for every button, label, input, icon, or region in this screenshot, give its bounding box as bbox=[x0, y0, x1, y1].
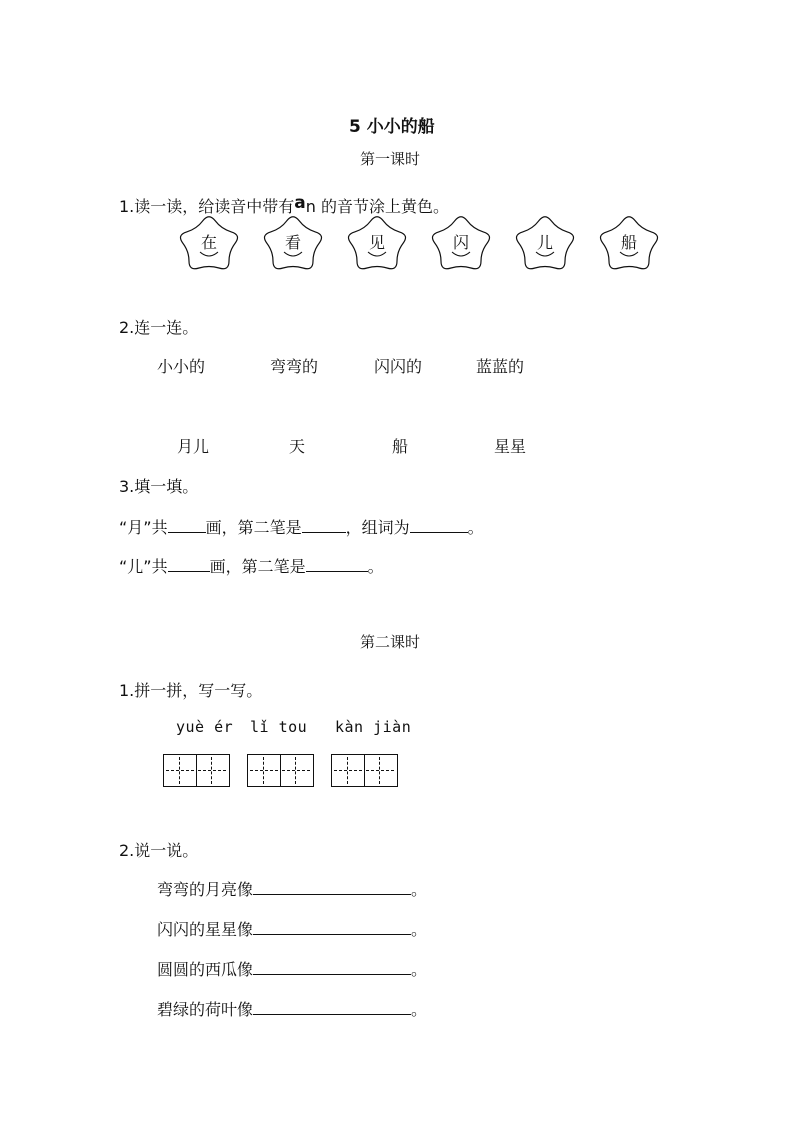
star-syllable[interactable] bbox=[426, 212, 500, 274]
grid-cell[interactable] bbox=[164, 755, 196, 786]
say-blank-4[interactable] bbox=[253, 1000, 411, 1015]
grid-cell[interactable] bbox=[280, 755, 312, 786]
star-syllable[interactable] bbox=[258, 212, 332, 274]
grid-cell[interactable] bbox=[364, 755, 396, 786]
writing-grid-1[interactable] bbox=[163, 754, 230, 787]
grid-cell[interactable] bbox=[332, 755, 364, 786]
writing-grid-3[interactable] bbox=[331, 754, 398, 787]
pinyin-2: lǐ tou bbox=[250, 718, 308, 736]
star-syllable[interactable] bbox=[594, 212, 668, 274]
grid-cell[interactable] bbox=[196, 755, 228, 786]
say-line-4: 碧绿的荷叶像 。 bbox=[157, 1000, 428, 1019]
letter-a: a bbox=[294, 193, 306, 213]
star-char: 船 bbox=[620, 233, 637, 252]
page-title: 5 小小的船 bbox=[349, 117, 435, 137]
match-top-1[interactable]: 小小的 bbox=[157, 357, 206, 376]
match-bottom-3[interactable]: 船 bbox=[392, 437, 409, 456]
blank-stroke-count-2[interactable] bbox=[168, 557, 210, 572]
lesson1-heading: 第一课时 bbox=[360, 150, 421, 168]
say-line-2: 闪闪的星星像 。 bbox=[157, 920, 428, 939]
fill-line-2: “儿”共 画，第二笔是 。 bbox=[119, 557, 384, 576]
lesson1-q3-label: 3.填一填。 bbox=[119, 477, 199, 496]
star-char: 闪 bbox=[452, 233, 469, 252]
star-char: 看 bbox=[284, 233, 301, 252]
star-syllable[interactable] bbox=[510, 212, 584, 274]
star-char: 在 bbox=[200, 233, 217, 252]
fill-line-1: “月”共 画，第二笔是 ，组词为 。 bbox=[119, 518, 484, 537]
pinyin-1: yuè ér bbox=[176, 718, 234, 736]
star-char: 儿 bbox=[536, 233, 553, 252]
blank-word[interactable] bbox=[410, 518, 468, 533]
match-bottom-4[interactable]: 星星 bbox=[494, 437, 527, 456]
grid-cell[interactable] bbox=[248, 755, 280, 786]
pinyin-3: kàn jiàn bbox=[335, 718, 412, 736]
blank-stroke-count[interactable] bbox=[168, 518, 206, 533]
match-top-3[interactable]: 闪闪的 bbox=[374, 357, 423, 376]
lesson2-q1-label: 1.拼一拼，写一写。 bbox=[119, 681, 263, 700]
say-blank-3[interactable] bbox=[253, 960, 411, 975]
match-bottom-1[interactable]: 月儿 bbox=[177, 437, 210, 456]
blank-second-stroke-2[interactable] bbox=[306, 557, 368, 572]
star-char: 见 bbox=[368, 233, 385, 252]
lesson1-q2-label: 2.连一连。 bbox=[119, 318, 199, 337]
lesson2-heading: 第二课时 bbox=[360, 633, 421, 651]
match-top-2[interactable]: 弯弯的 bbox=[270, 357, 319, 376]
say-blank-1[interactable] bbox=[253, 880, 411, 895]
writing-grid-2[interactable] bbox=[247, 754, 314, 787]
say-blank-2[interactable] bbox=[253, 920, 411, 935]
blank-second-stroke[interactable] bbox=[302, 518, 346, 533]
star-syllable[interactable] bbox=[342, 212, 416, 274]
match-bottom-2[interactable]: 天 bbox=[289, 437, 306, 456]
say-line-3: 圆圆的西瓜像 。 bbox=[157, 960, 428, 979]
match-top-4[interactable]: 蓝蓝的 bbox=[476, 357, 525, 376]
star-syllable[interactable] bbox=[174, 212, 248, 274]
say-line-1: 弯弯的月亮像 。 bbox=[157, 880, 428, 899]
lesson1-q1: 1.读一读，给读音中带有an 的音节涂上黄色。 bbox=[119, 193, 449, 216]
lesson2-q2-label: 2.说一说。 bbox=[119, 841, 199, 860]
